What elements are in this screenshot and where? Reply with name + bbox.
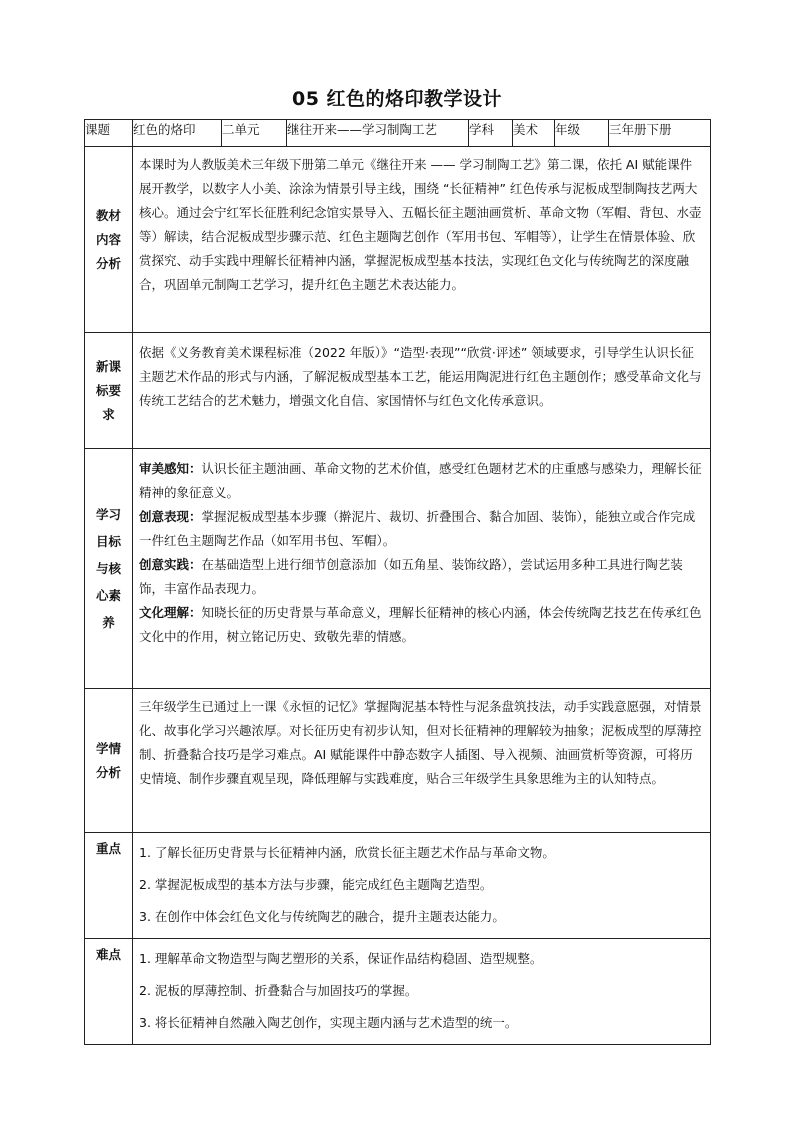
key-point-item: 2. 掌握泥板成型的基本方法与步骤，能完成红色主题陶艺造型。 [139, 877, 493, 892]
goal-title: 文化理解： [139, 605, 202, 620]
difficulties-row [85, 939, 711, 1045]
goal-text: 认识长征主题油画、革命文物的艺术价值，感受红色题材艺术的庄重感与感染力，理解长征精神的象征意义。 [139, 461, 702, 500]
goal-item [139, 505, 704, 553]
difficulty-item: 1. 理解革命文物造型与陶艺塑形的关系，保证作品结构稳固、造型规整。 [139, 951, 543, 966]
course-value: 红色的烙印 [133, 120, 222, 147]
goal-item [139, 553, 704, 601]
lesson-plan-table [84, 119, 711, 1045]
difficulties-label: 难点 [85, 939, 133, 1045]
goal-title: 创意表现： [139, 509, 202, 524]
student-analysis-text: 三年级学生已通过上一课《永恒的记忆》掌握陶泥基本特性与泥条盘筑技法，动手实践意愿强，对情景化、故事化学习兴趣浓厚。对长征历史有初步认知，但对长征精神的理解较为抽象；泥板成型的厚薄控制、折叠黏合技巧是学习难点。AI 赋能课件中静态数字人插图、导入视频、油画赏析等资源，可将历史情境、制作步骤直观呈现，降低理解与实践难度，贴合三年级学生具象思维为主的认知特点。 [139, 699, 702, 786]
key-points-row [85, 833, 711, 939]
goal-title: 创意实践： [139, 557, 202, 572]
key-point-item: 3. 在创作中体会红色文化与传统陶艺的融合，提升主题表达能力。 [139, 909, 505, 924]
material-analysis-text: 本课时为人教版美术三年级下册第二单元《继往开来 —— 学习制陶工艺》第二课，依托 AI 赋能课件展开教学，以数字人小美、涂涂为情景引导主线，围绕 “长征精神” 红色传承与泥板成型制陶技艺两大核心。通过会宁红军长征胜利纪念馆实景导入、五幅长征主题油画赏析、革命文物（军帽、背包、水壶等）解读，结合泥板成型步骤示范、红色主题陶艺创作（军用书包、军帽等），让学生在情景体验、欣赏探究、动手实践中理解长征精神内涵，掌握泥板成型基本技法，实现红色文化与传统陶艺的深度融合，巩固单元制陶工艺学习，提升红色主题艺术表达能力。 [139, 157, 702, 292]
student-label-text: 学情 分析 [95, 740, 121, 780]
standard-content [133, 333, 711, 449]
material-analysis-row [85, 147, 711, 333]
unit-value: 二单元 [222, 120, 287, 147]
goal-title: 审美感知： [139, 461, 202, 476]
difficulties-content [133, 939, 711, 1045]
goals-row [85, 449, 711, 689]
goal-item [139, 457, 704, 505]
goal-text: 在基础造型上进行细节创意添加（如五角星、装饰纹路），尝试运用多种工具进行陶艺装饰，丰富作品表现力。 [139, 557, 683, 596]
key-points-label: 重点 [85, 833, 133, 939]
subject-label: 学科 [469, 120, 513, 147]
grade-label: 年级 [555, 120, 609, 147]
student-analysis-row [85, 689, 711, 833]
standard-row [85, 333, 711, 449]
course-label: 课题 [85, 120, 133, 147]
goal-item [139, 601, 704, 649]
difficulty-item: 3. 将长征精神自然融入陶艺创作，实现主题内涵与艺术造型的统一。 [139, 1015, 518, 1030]
goal-text: 知晓长征的历史背景与革命意义，理解长征精神的核心内涵，体会传统陶艺技艺在传承红色文化中的作用，树立铭记历史、致敬先辈的情感。 [139, 605, 702, 644]
page-title: 05 红色的烙印教学设计 [291, 88, 503, 110]
standard-label [85, 333, 133, 449]
unit-theme: 继往开来——学习制陶工艺 [287, 120, 469, 147]
student-analysis-label [85, 689, 133, 833]
goals-label-text: 学习 目标 与核 心素 养 [95, 507, 121, 630]
material-label-text: 教材 内容 分析 [95, 207, 121, 271]
goals-content [133, 449, 711, 689]
material-analysis-label [85, 147, 133, 333]
standard-text: 依据《义务教育美术课程标准（2022 年版）》“造型·表现”“欣赏·评述” 领域要求，引导学生认识长征主题艺术作品的形式与内涵，了解泥板成型基本工艺，能运用陶泥进行红色主题创作；感受革命文化与传统工艺结合的艺术魅力，增强文化自信、家国情怀与红色文化传承意识。 [139, 345, 702, 408]
grade-value: 三年册下册 [609, 120, 711, 147]
key-point-item: 1. 了解长征历史背景与长征精神内涵，欣赏长征主题艺术作品与革命文物。 [139, 845, 555, 860]
standard-label-text: 新课 标要 求 [95, 358, 121, 422]
difficulty-item: 2. 泥板的厚薄控制、折叠黏合与加固技巧的掌握。 [139, 983, 418, 998]
student-analysis-content [133, 689, 711, 833]
material-analysis-content [133, 147, 711, 333]
goals-label [85, 449, 133, 689]
key-points-content [133, 833, 711, 939]
header-row [85, 120, 711, 147]
goal-text: 掌握泥板成型基本步骤（擀泥片、裁切、折叠围合、黏合加固、装饰），能独立或合作完成一件红色主题陶艺作品（如军用书包、军帽）。 [139, 509, 696, 548]
subject-value: 美术 [513, 120, 555, 147]
